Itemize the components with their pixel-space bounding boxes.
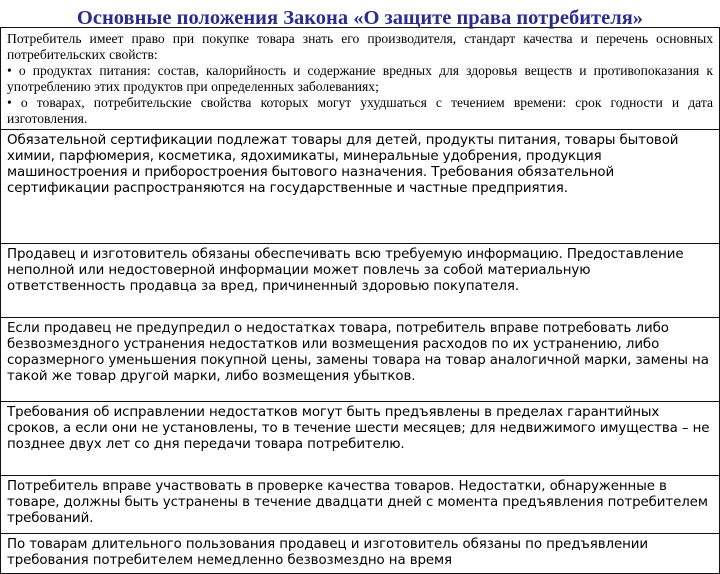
row-text: Обязательной сертификации подлежат товары для детей, продукты питания, товары бытовой химии, парфюмерия, косметика, ядохимикаты, минеральные удобрения, продукция машиностроения и приборостроения бытового назначения. Требования обязательной сертификации распространяются на государственные и частные предприятия. [7,133,679,196]
table-row [0,244,720,318]
row-text: По товарам длительного пользования продавец и изготовитель обязаны по предъявлении требования потребителем немедленно безвозмездно на время [7,537,648,568]
consumer-rights-intro: Потребитель имеет право при покупке товара знать его производителя, стандарт качества и перечень основных потребительских свойств: [7,31,713,62]
row-text: Если продавец не предупредил о недостатках товара, потребитель вправе потребовать либо безвозмездного устранения недостатков или возмещения расходов по их устранению, либо соразмерного уменьшения покупной цены, замены товара на товар аналогичной марки, замены на такой же товар другой марки, либо возмещения убытков. [7,321,709,384]
row-text: Требования об исправлении недостатков могут быть предъявлены в пределах гарантийных сроков, а если они не установлены, то в течение шести месяцев; для недвижимого имущества – не позднее двух лет со дня передачи товара потребителю. [7,405,710,452]
row-text: Продавец и изготовитель обязаны обеспечивать всю требуемую информацию. Предоставление неполной или недостоверной информации может повлечь за собой материальную ответственность продавца за вред, причиненный здоровью покупателя. [7,247,684,294]
table-row [0,534,720,574]
row-text: Потребитель вправе участвовать в проверке качества товаров. Недостатки, обнаруженные в товаре, должны быть устранены в течение двадцати дней с момента предъявления потребителем требований. [7,479,708,526]
table-row [0,28,720,130]
row-cell [1,28,719,127]
table-row [0,476,720,534]
table-row [0,318,720,402]
provisions-table [0,27,720,574]
list-item: • о товарах, потребительские свойства которых могут ухудшаться с течением времени: срок годности и дата изготовления. [7,95,713,126]
list-item: • о продуктах питания: состав, калорийность и содержание вредных для здоровья веществ и противопоказания к употреблению этих продуктов при определенных заболеваниях; [7,63,713,94]
table-row [0,130,720,244]
table-row [0,402,720,476]
page-title: Основные положения Закона «О защите права потребителя» [76,7,644,29]
